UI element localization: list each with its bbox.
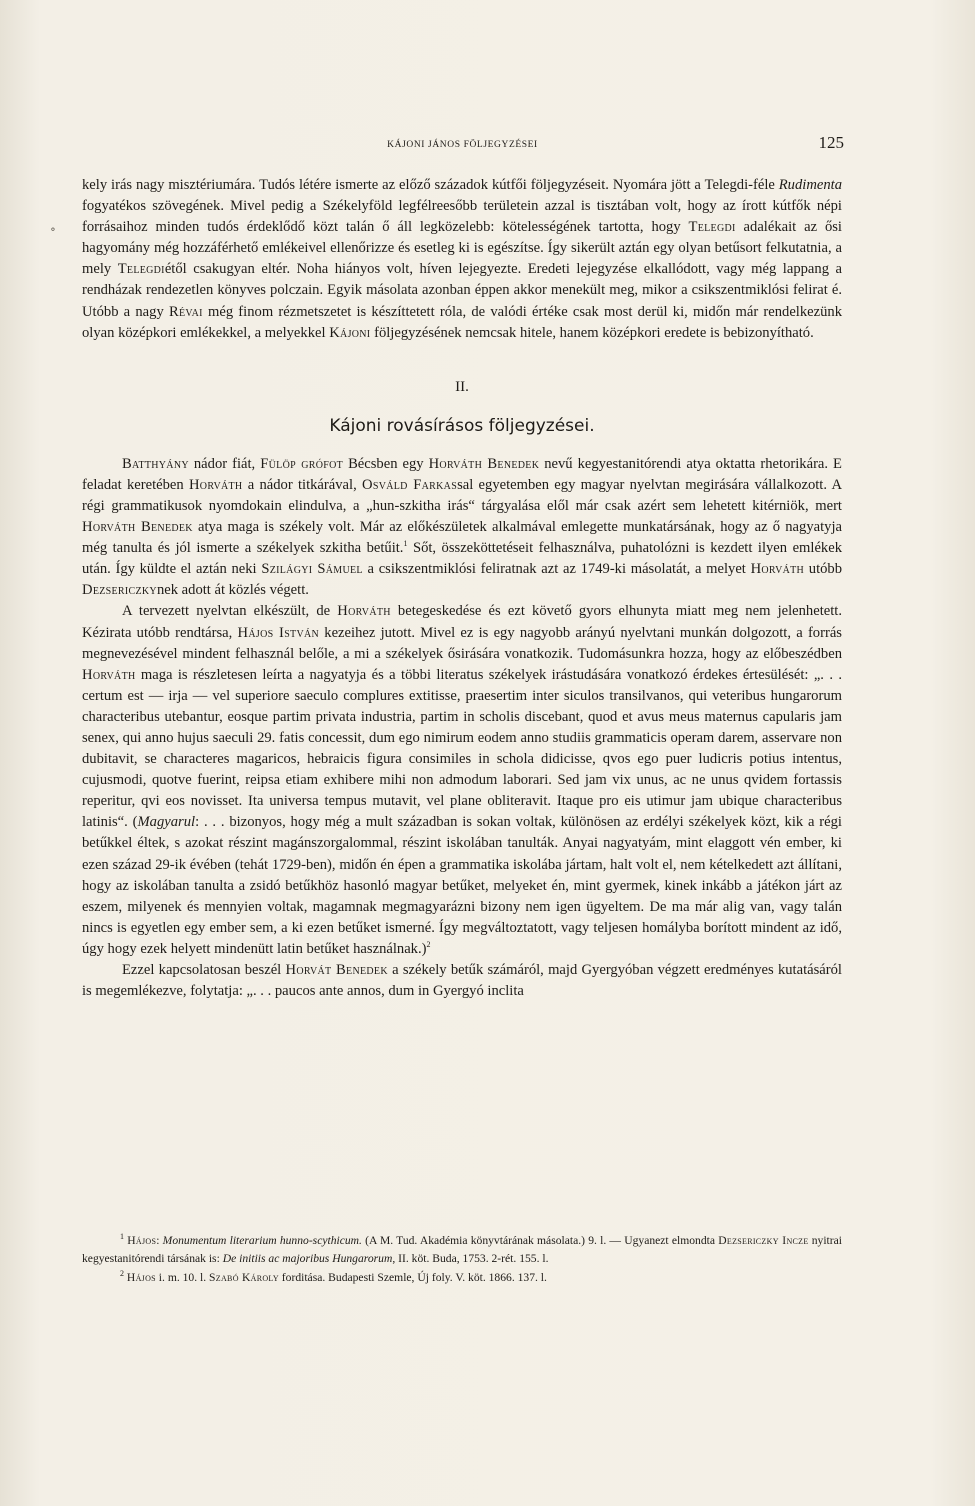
text-run: nevű kegyestanitórendi atya oktatta rhetorikára. E feladat keretében [82,455,842,493]
footnote-ref: 2 [426,940,431,950]
italic-text: Monumentum literarium hunno-scythicum. [162,1234,362,1247]
section-body [82,454,842,1002]
name-smallcaps: Kájoni [329,324,371,341]
text-run: adalékait az ősi hagyomány még hozzáférhető emlékeivel ellenőrizze és esetleg ki is egészítse. Így sikerült aztán egy olyan betűsort felkutatnia, a mely [82,219,842,278]
name-smallcaps: Szilágyi Sámuel [261,561,363,578]
text-run: Ezzel kapcsolatosan beszél [122,962,286,978]
text-run: följegyzésének nemcsak hitele, hanem középkori eredete is bebizonyítható. [370,324,814,341]
text-run: betegeskedése és ezt követő gyors elhunyta miatt meg nem jelenhetett. Kézirata utóbb rendtársa, [82,603,842,641]
name-smallcaps: Horváth [750,561,805,578]
italic-text: De initiis ac majoribus Hungarorum [222,1251,393,1265]
page-number: 125 [818,133,844,152]
text-run: (A M. Tud. Akadémia könyvtárának másolata.) 9. l. — Ugyanezt elmondta [361,1234,719,1247]
text-run: nádor fiát, [188,455,261,472]
main-text [82,175,842,1002]
text-run: atya maga is székely volt. Már az előkészületek alkalmával emlegette munkatársának, hogy az ő nagyatyja még tanulta és jól ismerte a székelyek szkitha betűit. [82,519,842,557]
text-run: Bécsben egy [343,455,429,472]
name-smallcaps: Szabó Károly [209,1271,279,1284]
text-run: még finom rézmetszetet is készíttetett róla, de valódi értéke csak most derül ki, midőn már rendelkezünk olyan középkori emlékekkel, a melyekkel [82,303,842,341]
italic-text: Rudimenta [778,177,842,193]
paragraph [82,960,842,1002]
running-head-title: KÁJONI JÁNOS FÖLJEGYZÉSEI [387,140,538,150]
name-smallcaps: Horvát Benedek [285,962,388,978]
name-smallcaps: Horváth [337,603,391,620]
text-run: maga is részletesen leírta a nagyatyja és a többi literatus székelyek irástudására vonatkozó érdekes értesülését: „. . . certum est — irja — vel superiore saeculo complures extitisse, praesertim inter siculos transilvanos, qui veteribus hungarorum characteribus utebantur, eosque partim privata industria, partim in scholis discebant, quod et avus meus maternus capularis jam senex, qui anno hujus saeculi 29. fatis concessit, dum ego nimirum eodem anno studiis grammaticis operam darem, asservare non dubitavit, se characteres magaricos, hebraicis figura consimiles in schola didicisse, qvos ego puer ludicris potius intentus, cujusmodi, quotve fuerint, reipsa etiam exhibere mihi non admodum laborari. Sed jam vix unus, ac ne unus qvidem fortassis reperitur, qvi eos novisset. Ita universa tempus mutavit, vel plane obliteravit. Itaque pro eis utimur jam ubique characteribus latinis“. ( [82,666,842,831]
name-smallcaps: Dezsericzky Incze [718,1234,809,1247]
text-run: a nádor titkárával, [242,476,362,493]
text-run: sal egyetemben egy magyar nyelvtan megirására vállalkozott. A régi grammatikusok nyomdokain elindulva, a „hun-szkitha irás“ tárgyalása elől már csak azért sem lehetett kitérniök, mert [82,476,843,514]
name-smallcaps: Fülöp grófot [260,455,344,472]
text-run: A tervezett nyelvtan elkészült, de [122,603,338,620]
footnote [82,1269,842,1287]
text-run: étől csakugyan eltér. Noha hiányos volt, híven lejegyezte. Eredeti lejegyzése elkallódott, vagy még lappang a rendházak rendezetlen könyves polczain. Egyik másolata azonban éppen akkor menekült meg, mikor a csikszentmiklósi felirat é. Utóbb a nagy [82,261,842,320]
footnote-ref: 2 [120,1269,124,1279]
text-run: Sőt, összeköttetéseit felhasználva, puhatolózni is kezdett ilyen emlékek után. Így küldte el aztán neki [82,540,842,578]
name-smallcaps: Hájos István [237,624,320,641]
name-smallcaps: Telegdi [688,219,736,236]
paragraph [82,601,842,960]
text-run: fogyatékos szövegének. Mivel pedig a Székelyföld legfélreesőbb területein azzal is tisztában volt, hogy az írott kútfők népi forrásaihoz minden tudós érdeklődő közt talán ő áll legközelebb: kötelességének tartotta, hogy [82,198,842,236]
text-run: forditása. Budapesti Szemle, Új foly. V. köt. 1866. 137. l. [278,1271,547,1284]
name-smallcaps: Hájos [126,1271,156,1284]
italic-text: Magyarul [137,814,196,831]
footnote [82,1232,842,1267]
name-smallcaps: Horváth [188,476,243,493]
paragraph [82,175,842,344]
text-run: , II. köt. Buda, 1753. 2-rét. 155. l. [392,1251,549,1265]
text-run: : [156,1234,163,1247]
text-run: utóbb [804,561,843,578]
text-run: : . . . bizonyos, hogy még a mult században is sokan voltak, különösen az erdélyi székelyek közt, kik a régi betűkkel éltek, s azokat részint magánszorgalommal, részint iskolában tanulták. Anyai nagyatyám, mint elaggott vén ember, ki ezen század 29-ik évében (tehát 1729-ben), midőn én épen a grammatika iskolába jártam, halt volt el, nem kételkedett azt állítani, hogy az iskolában tanulta a zsidó betűkhöz hasonló magyar betűket, melyeket én, mint gyermek, kinek inkább a játékon járt az eszem, milyenek és mennyien voltak, magamnak megmagyarázni bizony nem igen ügyeltem. De ma már alig van, vagy talán nincs is egyetlen egy ember sem, a ki ezen betűket ismerné. Így megváltoztatott, vagy teljesen homályba borított mindent az idő, úgy hogy ezek helyett mindenütt latin betűket használnak.) [82,814,842,957]
text-run: i. m. 10. l. [155,1271,210,1284]
footnote-ref: 1 [403,539,408,549]
footnotes [82,1232,842,1289]
margin-mark: ∘ [50,222,56,236]
name-smallcaps: Révai [168,303,203,320]
text-run: a székely betűk számáról, majd Gyergyóban végzett eredményes kutatásáról is megemlékezve, folytatja: „. . . paucos ante annos, dum in Gyergyó inclita [82,962,842,1000]
name-smallcaps: Dezsericzky [82,582,157,599]
name-smallcaps: Horváth Benedek [82,519,193,536]
section-title: Kájoni rovásírásos följegyzései. [329,415,595,436]
text-run: kely irás nagy misztériumára. Tudós létére ismerte az előző századok kútfői följegyzéseit. Nyomára jött a Telegdi-féle [82,177,779,193]
name-smallcaps: Telegdi [117,261,165,278]
name-smallcaps: Horváth [82,666,136,683]
footnote-ref: 1 [120,1232,124,1242]
text-run: kezeihez jutott. Mivel ez is egy nagyobb arányú nyelvtani munkán dolgozott, a forrás megnevezésével mindent felhasznál belőle, a mi a székelyek ősirására vonatkozik. Tudomásunkra hozza, hogy az előbeszédben [82,624,842,662]
text-run: a csikszentmiklósi feliratnak azt az 1749-ki másolatát, a melyet [362,561,751,578]
running-head [82,132,843,156]
section-number: II. [455,378,469,395]
text-run: nyitrai kegyestanitórendi társának is: [82,1234,843,1265]
name-smallcaps: Batthyány [122,455,189,472]
footnote-list [82,1232,842,1287]
text-run: nek adott át közlés végett. [156,582,309,599]
name-smallcaps: Osváld Farkas [362,476,458,493]
paragraph [82,454,842,602]
name-smallcaps: Hájos [127,1234,157,1247]
name-smallcaps: Horváth Benedek [428,455,540,472]
opening-section [82,175,842,344]
